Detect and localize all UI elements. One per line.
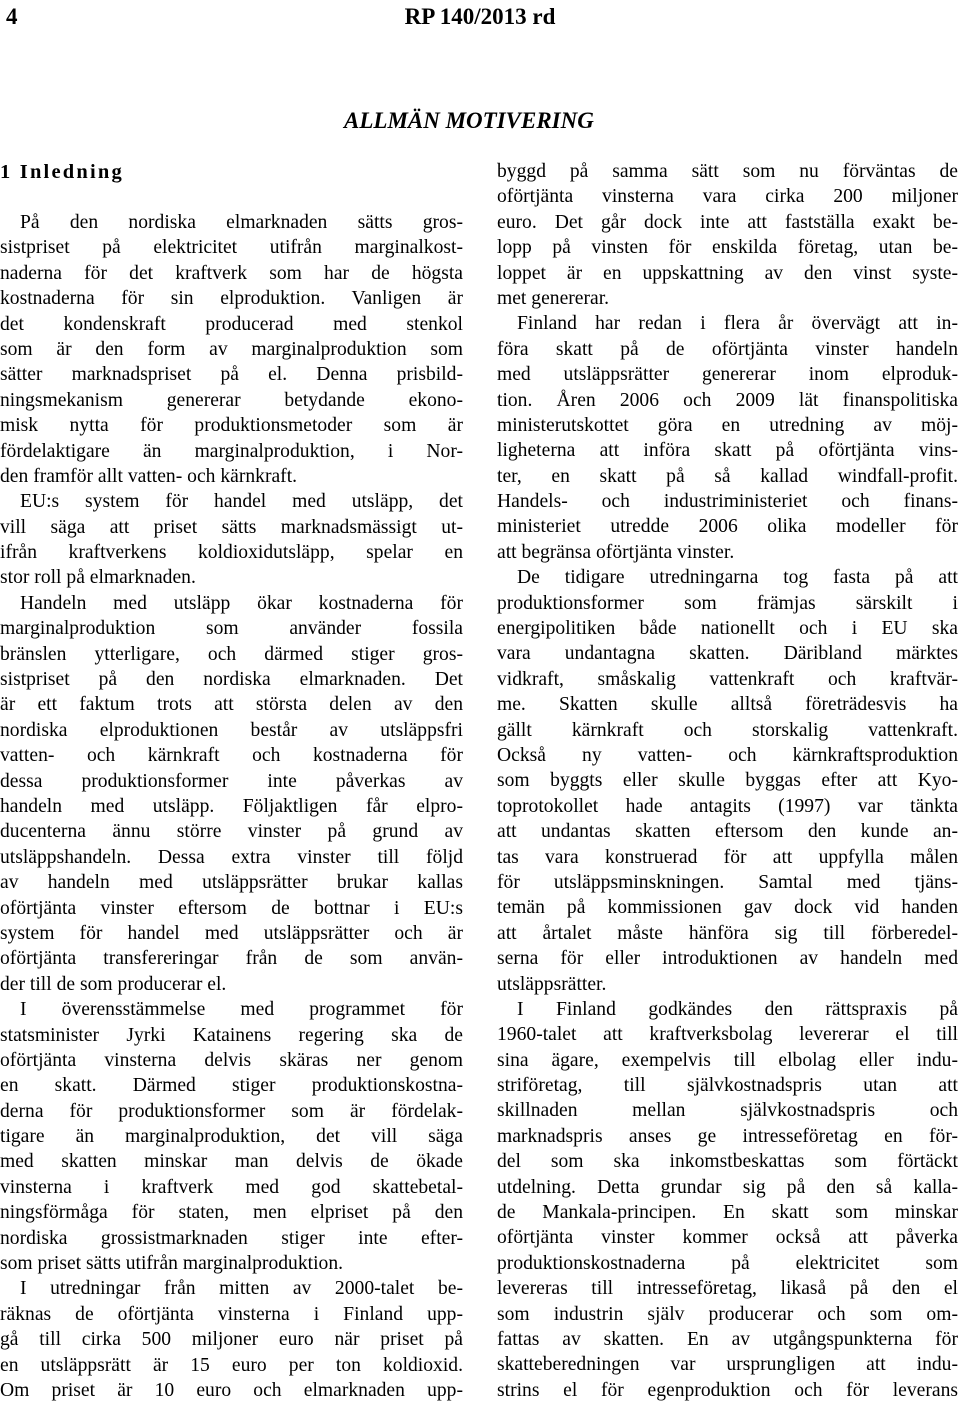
paragraph-line: vidkraft, småskalig vattenkraft och kraftvär- [497, 668, 958, 690]
section-title: ALLMÄN MOTIVERING [344, 108, 594, 133]
paragraph-line: loppet är en uppskattning av den vinst syste- [497, 262, 958, 284]
heading-gap [0, 186, 463, 210]
paragraph-line: oförtjänta vinsterna delvis skäras ner genom [0, 1049, 463, 1071]
paragraph-line: Handeln med utsläpp ökar kostnaderna för [20, 592, 463, 614]
paragraph-line: nordiska elproduktionen består av utsläppsfri [0, 719, 463, 741]
chapter-heading: 1 Inledning [0, 161, 124, 183]
paragraph-line: oförtjänta transfereringar från de som använ- [0, 948, 463, 970]
paragraph-line: nordiska grossistmarknaden stiger inte efter- [0, 1227, 463, 1249]
paragraph-line: Om priset är 10 euro och elmarknaden upp- [0, 1379, 463, 1401]
paragraph-line: vinsterna i kraftverk med god skattebetal- [0, 1176, 463, 1198]
paragraph-line: levereras till intresseföretag, likaså på den el [497, 1278, 958, 1300]
paragraph-line: med utsläppsrätter genererar inom elproduk- [497, 364, 958, 386]
page-number: 4 [6, 4, 18, 29]
paragraph-line: EU:s system för handel med utsläpp, det [20, 491, 463, 513]
paragraph-line: som priset sätts utifrån marginalproduktion. [0, 1253, 344, 1275]
paragraph-line: räknas de oförtjänta vinsterna i Finland upp- [0, 1303, 463, 1325]
paragraph-line: I utredningar från mitten av 2000-talet be- [20, 1278, 463, 1300]
paragraph-line: de Mankala-principen. En skatt som minskar [497, 1202, 958, 1224]
paragraph-line: strins el för egenproduktion och för leverans [497, 1379, 958, 1401]
paragraph-line: me. Skatten skulle alltså företrädesvis ha [497, 694, 958, 716]
paragraph-line: oförtjänta vinsterna vara cirka 200 miljoner [497, 186, 958, 208]
paragraph-line: tigare än marginalproduktion, det vill säga [0, 1126, 463, 1148]
paragraph-line: På den nordiska elmarknaden sätts gros- [20, 212, 463, 233]
paragraph-line: vara undantagna skatten. Däribland märktes [497, 643, 958, 665]
paragraph-line: för utsläppsminskningen. Samtal med tjäns- [497, 871, 958, 893]
paragraph-line: tion. Åren 2006 och 2009 lät finanspolitiska [497, 389, 958, 411]
right-column [497, 159, 958, 1403]
paragraph-line: energipolitiken både nationellt och i EU ska [497, 618, 958, 640]
paragraph-line: föra skatt på de oförtjänta vinster handeln [497, 338, 958, 360]
paragraph-line: marginalproduktion som använder fossila [0, 618, 463, 640]
paragraph-line: handeln med utsläpp. Följaktligen får elpro- [0, 795, 463, 817]
left-column [0, 159, 463, 1403]
paragraph-line: det kondenskraft producerad med stenkol [0, 313, 463, 335]
paragraph-line: ifrån kraftverkens koldioxidutsläpp, spelar en [0, 542, 463, 564]
paragraph-line: gå till cirka 500 miljoner euro när priset på [0, 1329, 463, 1351]
paragraph-line: marknadspris anses ge intresseföretag en för- [497, 1125, 958, 1147]
paragraph-line: oförtjänta vinster eftersom de bottnar i EU:s [0, 897, 463, 919]
paragraph-line: vill säga att priset sätts marknadsmässigt ut- [0, 516, 463, 538]
paragraph-line: som industrin själv producerar och som om- [497, 1303, 958, 1325]
paragraph-line: kostnaderna för sin elproduktion. Vanligen är [0, 288, 463, 310]
paragraph-line: euro. Det går dock inte att fastställa exakt be- [497, 211, 958, 233]
paragraph-line: med skatten minskar man delvis de ökade [0, 1151, 463, 1173]
paragraph-line: system för handel med utsläppsrätter och är [0, 922, 463, 944]
paragraph-line: bränslen ytterligare, och därmed stiger gros- [0, 643, 463, 665]
paragraph-line: produktionskostnaderna på elektricitet som [497, 1252, 958, 1274]
paragraph-line: dessa produktionsformer inte påverkas av [0, 770, 463, 792]
paragraph-line: utsläppshandeln. Dessa extra vinster till följd [0, 846, 463, 868]
paragraph-line: naderna för det kraftverk som har de högsta [0, 262, 463, 284]
paragraph-line: som byggts eller skulle byggas efter att Kyo- [497, 770, 958, 792]
paragraph-line: lopp på vinsten för enskilda företag, utan be- [497, 237, 958, 259]
paragraph-line: en skatt. Därmed stiger produktionskostna- [0, 1075, 463, 1097]
paragraph-line: Finland har redan i flera år övervägt att in- [517, 313, 958, 335]
paragraph-line: som är den form av marginalproduktion som [0, 338, 463, 360]
paragraph-line: produktionsformer som främjas särskilt i [497, 592, 958, 614]
paragraph-line: serna för eller introduktionen av handeln med [497, 948, 958, 970]
paragraph-line: fördelaktigare än marginalproduktion, i Nor- [0, 440, 463, 462]
paragraph-line: statsminister Jyrki Katainens regering ska de [0, 1024, 463, 1046]
paragraph-line: I överensstämmelse med programmet för [20, 999, 463, 1021]
paragraph-line: stor roll på elmarknaden. [0, 567, 196, 589]
paragraph-line: utdelning. Detta grundar sig på den så kalla- [497, 1176, 958, 1198]
paragraph-line: sätter marknadspriset på el. Denna prisbild- [0, 364, 463, 386]
paragraph-line: den framför allt vatten- och kärnkraft. [0, 465, 298, 487]
paragraph-line: vatten- och kärnkraft och kostnaderna för [0, 745, 463, 767]
paragraph-line: ligheterna att införa skatt på oförtjänta vins- [497, 440, 958, 462]
paragraph-line: är ett faktum trots att största delen av den [0, 694, 463, 716]
paragraph-line: met genererar. [497, 287, 610, 309]
paragraph-line: ministerutskottet göra en utredning av möj- [497, 414, 958, 436]
paragraph-line: temän på kommissionen gav dock vid handen [497, 897, 958, 919]
document-id: RP 140/2013 rd [404, 4, 556, 29]
paragraph-line: tas vara konstruerad för att uppfylla målen [497, 846, 958, 868]
paragraph-line: ter, en skatt på så kallad windfall-profit. [497, 465, 958, 487]
paragraph-line: utsläppsrätter. [497, 973, 607, 995]
paragraph-line: Handels- och industriministeriet och finans- [497, 491, 958, 513]
paragraph-line: I Finland godkändes den rättspraxis på [517, 998, 958, 1020]
paragraph-line: av handeln med utsläppsrätter brukar kallas [0, 872, 463, 894]
paragraph-line: Också ny vatten- och kärnkraftsproduktion [497, 744, 958, 766]
paragraph-line: ningsförmåga för staten, men elpriset på den [0, 1202, 463, 1224]
paragraph-line: skillnaden mellan självkostnadspris och [497, 1100, 958, 1122]
paragraph-line: att årtalet måste hänföra sig till förberedel- [497, 922, 958, 944]
paragraph-line: 1960-talet att kraftverksbolag levererar el till [497, 1024, 958, 1046]
paragraph-line: skatteberedningen var ursprungligen att indu- [497, 1354, 958, 1376]
paragraph-line: sistpriset på elektricitet utifrån marginalkost- [0, 237, 463, 259]
paragraph-line: byggd på samma sätt som nu förväntas de [497, 161, 958, 182]
paragraph-line: fattas av skatten. En av utgångspunkterna för [497, 1328, 958, 1350]
paragraph-line: sina ägare, exempelvis till elbolag eller indu- [497, 1049, 958, 1071]
paragraph-line: att begränsa oförtjänta vinster. [497, 541, 735, 563]
paragraph-line: striföretag, till självkostnadspris utan att [497, 1075, 958, 1097]
paragraph-line: der till de som producerar el. [0, 973, 227, 995]
paragraph-line: att undantas skatten eftersom den kunde an- [497, 821, 958, 843]
paragraph-line: ducenterna ännu större vinster på grund av [0, 821, 463, 843]
paragraph-line: en utsläppsrätt är 15 euro per ton koldioxid. [0, 1354, 463, 1376]
paragraph-line: derna för produktionsformer som är fördelak- [0, 1100, 463, 1122]
paragraph-line: De tidigare utredningarna tog fasta på att [517, 567, 958, 589]
paragraph-line: ningsmekanism genererar betydande ekono- [0, 389, 463, 411]
paragraph-line: sistpriset på den nordiska elmarknaden. Det [0, 669, 463, 691]
paragraph-line: misk nytta för produktionsmetoder som är [0, 415, 463, 437]
paragraph-line: gällt kärnkraft och storskalig vattenkraft. [497, 719, 958, 741]
paragraph-line: toprotokollet hade antagits (1997) var tänkta [497, 795, 958, 817]
paragraph-line: del som ska inkomstbeskattas som förtäckt [497, 1151, 958, 1173]
paragraph-line: oförtjänta vinster kommer också att påverka [497, 1227, 958, 1249]
paragraph-line: ministeriet utredde 2006 olika modeller för [497, 516, 958, 538]
